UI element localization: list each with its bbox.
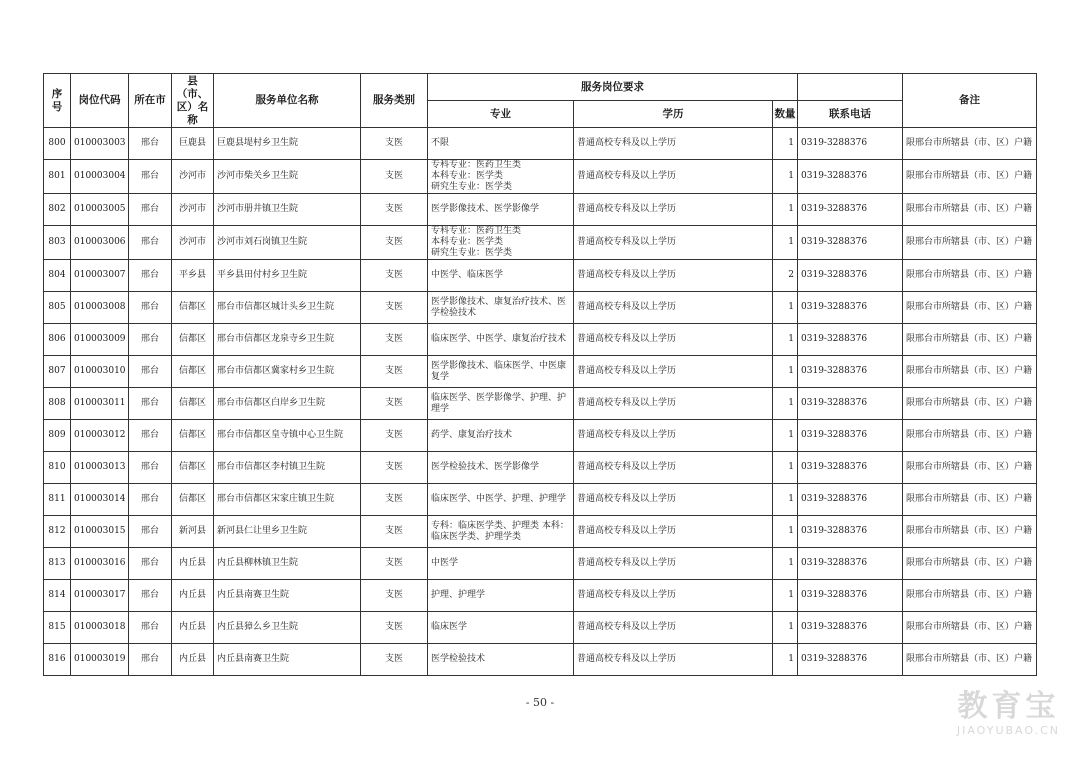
major-line: 研究生专业：医学类 <box>431 182 513 192</box>
cell-education: 普通高校专科及以上学历 <box>574 128 773 160</box>
cell-unit: 沙河市柴关乡卫生院 <box>214 160 361 194</box>
cell-seq: 802 <box>44 194 71 226</box>
major-line: 药学、康复治疗技术 <box>431 430 513 440</box>
major-line: 医学影像技术、医学影像学 <box>431 204 540 214</box>
cell-county: 信都区 <box>172 420 214 452</box>
major-line: 医学影像技术、康复治疗技术、医学检验技术 <box>431 296 567 318</box>
cell-count: 2 <box>773 260 798 292</box>
cell-note: 限邢台市所辖县（市、区）户籍 <box>903 612 1037 644</box>
cell-code: 010003012 <box>71 420 129 452</box>
major-line: 护理、护理学 <box>431 590 486 600</box>
cell-city: 邢台 <box>129 194 172 226</box>
cell-note: 限邢台市所辖县（市、区）户籍 <box>903 484 1037 516</box>
table-row <box>44 226 1037 260</box>
cell-code: 010003005 <box>71 194 129 226</box>
cell-education: 普通高校专科及以上学历 <box>574 388 773 420</box>
cell-county: 内丘县 <box>172 580 214 612</box>
table-row <box>44 452 1037 484</box>
header-count: 数量 <box>773 101 798 128</box>
cell-phone: 0319-3288376 <box>798 128 903 160</box>
cell-phone: 0319-3288376 <box>798 484 903 516</box>
cell-education: 普通高校专科及以上学历 <box>574 452 773 484</box>
major-line: 专科专业：医药卫生类 <box>431 226 522 236</box>
table-row <box>44 194 1037 226</box>
cell-code: 010003016 <box>71 548 129 580</box>
cell-unit: 巨鹿县堤村乡卫生院 <box>214 128 361 160</box>
cell-count: 1 <box>773 548 798 580</box>
cell-note: 限邢台市所辖县（市、区）户籍 <box>903 356 1037 388</box>
cell-unit: 邢台市信都区龙泉寺乡卫生院 <box>214 324 361 356</box>
cell-city: 邢台 <box>129 452 172 484</box>
header-city: 所在市 <box>129 74 172 128</box>
watermark-title: 教育宝 <box>957 689 1060 724</box>
major-line: 医学检验技术 <box>431 654 486 664</box>
cell-major <box>428 612 574 644</box>
cell-note: 限邢台市所辖县（市、区）户籍 <box>903 128 1037 160</box>
job-positions-table <box>43 73 1037 676</box>
cell-seq: 809 <box>44 420 71 452</box>
cell-note: 限邢台市所辖县（市、区）户籍 <box>903 226 1037 260</box>
cell-code: 010003008 <box>71 292 129 324</box>
header-notes: 备注 <box>903 74 1037 128</box>
cell-unit: 内丘县南赛卫生院 <box>214 580 361 612</box>
header-education: 学历 <box>574 101 773 128</box>
major-line: 中医学、临床医学 <box>431 270 504 280</box>
cell-education: 普通高校专科及以上学历 <box>574 580 773 612</box>
cell-seq: 810 <box>44 452 71 484</box>
page-number: - 50 - <box>525 696 555 709</box>
header-service-type: 服务类别 <box>361 74 428 128</box>
table-row <box>44 356 1037 388</box>
cell-city: 邢台 <box>129 580 172 612</box>
header-major: 专业 <box>428 101 574 128</box>
cell-note: 限邢台市所辖县（市、区）户籍 <box>903 194 1037 226</box>
cell-code: 010003014 <box>71 484 129 516</box>
cell-phone: 0319-3288376 <box>798 324 903 356</box>
table-row <box>44 260 1037 292</box>
cell-city: 邢台 <box>129 484 172 516</box>
cell-note: 限邢台市所辖县（市、区）户籍 <box>903 292 1037 324</box>
cell-phone: 0319-3288376 <box>798 160 903 194</box>
cell-seq: 804 <box>44 260 71 292</box>
header-county: 县（市、区）名称 <box>172 74 214 128</box>
cell-city: 邢台 <box>129 548 172 580</box>
cell-unit: 平乡县田付村乡卫生院 <box>214 260 361 292</box>
cell-code: 010003019 <box>71 644 129 676</box>
cell-unit: 邢台市信都区冀家村乡卫生院 <box>214 356 361 388</box>
cell-count: 1 <box>773 226 798 260</box>
cell-unit: 沙河市刘石岗镇卫生院 <box>214 226 361 260</box>
cell-education: 普通高校专科及以上学历 <box>574 644 773 676</box>
cell-county: 信都区 <box>172 324 214 356</box>
major-line: 专科：临床医学类、护理类 本科：临床医学类、护理学类 <box>431 520 569 542</box>
cell-code: 010003004 <box>71 160 129 194</box>
cell-service-type: 支医 <box>361 226 428 260</box>
header-phone-top <box>798 74 903 101</box>
table-row <box>44 484 1037 516</box>
watermark-logo <box>957 690 1060 737</box>
major-line: 专科专业：医药卫生类 <box>431 160 522 170</box>
cell-city: 邢台 <box>129 292 172 324</box>
cell-major <box>428 194 574 226</box>
cell-city: 邢台 <box>129 128 172 160</box>
cell-note: 限邢台市所辖县（市、区）户籍 <box>903 324 1037 356</box>
cell-county: 信都区 <box>172 388 214 420</box>
cell-city: 邢台 <box>129 160 172 194</box>
cell-count: 1 <box>773 420 798 452</box>
table-row <box>44 420 1037 452</box>
cell-phone: 0319-3288376 <box>798 516 903 548</box>
cell-count: 1 <box>773 612 798 644</box>
cell-service-type: 支医 <box>361 194 428 226</box>
cell-service-type: 支医 <box>361 356 428 388</box>
cell-count: 1 <box>773 644 798 676</box>
cell-city: 邢台 <box>129 612 172 644</box>
cell-count: 1 <box>773 484 798 516</box>
cell-seq: 803 <box>44 226 71 260</box>
cell-city: 邢台 <box>129 516 172 548</box>
cell-major <box>428 324 574 356</box>
cell-unit: 邢台市信都区宋家庄镇卫生院 <box>214 484 361 516</box>
cell-education: 普通高校专科及以上学历 <box>574 194 773 226</box>
cell-unit: 邢台市信都区皇寺镇中心卫生院 <box>214 420 361 452</box>
cell-service-type: 支医 <box>361 484 428 516</box>
cell-note: 限邢台市所辖县（市、区）户籍 <box>903 516 1037 548</box>
cell-code: 010003010 <box>71 356 129 388</box>
table-row <box>44 612 1037 644</box>
watermark-domain: JIAOYUBAO.CN <box>956 724 1060 737</box>
cell-code: 010003017 <box>71 580 129 612</box>
cell-major <box>428 356 574 388</box>
cell-code: 010003011 <box>71 388 129 420</box>
header-requirements: 服务岗位要求 <box>428 74 798 101</box>
cell-service-type: 支医 <box>361 644 428 676</box>
cell-service-type: 支医 <box>361 612 428 644</box>
cell-phone: 0319-3288376 <box>798 452 903 484</box>
cell-code: 010003006 <box>71 226 129 260</box>
cell-count: 1 <box>773 160 798 194</box>
header-unit: 服务单位名称 <box>214 74 361 128</box>
cell-major <box>428 226 574 260</box>
cell-seq: 814 <box>44 580 71 612</box>
cell-major <box>428 548 574 580</box>
cell-count: 1 <box>773 356 798 388</box>
cell-count: 1 <box>773 516 798 548</box>
cell-education: 普通高校专科及以上学历 <box>574 484 773 516</box>
cell-service-type: 支医 <box>361 580 428 612</box>
cell-major <box>428 160 574 194</box>
cell-phone: 0319-3288376 <box>798 226 903 260</box>
cell-county: 内丘县 <box>172 644 214 676</box>
cell-county: 信都区 <box>172 484 214 516</box>
cell-education: 普通高校专科及以上学历 <box>574 260 773 292</box>
cell-code: 010003007 <box>71 260 129 292</box>
cell-note: 限邢台市所辖县（市、区）户籍 <box>903 452 1037 484</box>
header-row-1 <box>44 74 1037 101</box>
cell-service-type: 支医 <box>361 548 428 580</box>
cell-unit: 沙河市册井镇卫生院 <box>214 194 361 226</box>
cell-city: 邢台 <box>129 420 172 452</box>
cell-phone: 0319-3288376 <box>798 292 903 324</box>
cell-phone: 0319-3288376 <box>798 356 903 388</box>
cell-code: 010003013 <box>71 452 129 484</box>
header-phone: 联系电话 <box>798 101 903 128</box>
cell-major <box>428 452 574 484</box>
table-row <box>44 388 1037 420</box>
major-line: 临床医学、中医学、护理、护理学 <box>431 494 567 504</box>
cell-note: 限邢台市所辖县（市、区）户籍 <box>903 548 1037 580</box>
cell-seq: 811 <box>44 484 71 516</box>
cell-service-type: 支医 <box>361 420 428 452</box>
cell-seq: 816 <box>44 644 71 676</box>
cell-education: 普通高校专科及以上学历 <box>574 420 773 452</box>
cell-code: 010003009 <box>71 324 129 356</box>
cell-major <box>428 644 574 676</box>
cell-note: 限邢台市所辖县（市、区）户籍 <box>903 160 1037 194</box>
major-line: 不限 <box>431 138 450 148</box>
cell-county: 巨鹿县 <box>172 128 214 160</box>
cell-major <box>428 292 574 324</box>
cell-major <box>428 388 574 420</box>
cell-code: 010003003 <box>71 128 129 160</box>
cell-seq: 806 <box>44 324 71 356</box>
major-line: 研究生专业：医学类 <box>431 248 513 258</box>
cell-county: 内丘县 <box>172 612 214 644</box>
cell-education: 普通高校专科及以上学历 <box>574 160 773 194</box>
cell-seq: 808 <box>44 388 71 420</box>
major-line: 医学影像技术、临床医学、中医康复学 <box>431 360 567 382</box>
cell-education: 普通高校专科及以上学历 <box>574 226 773 260</box>
cell-service-type: 支医 <box>361 324 428 356</box>
cell-seq: 801 <box>44 160 71 194</box>
cell-service-type: 支医 <box>361 452 428 484</box>
major-line: 临床医学、中医学、康复治疗技术 <box>431 334 567 344</box>
cell-city: 邢台 <box>129 356 172 388</box>
cell-count: 1 <box>773 194 798 226</box>
cell-count: 1 <box>773 452 798 484</box>
cell-service-type: 支医 <box>361 292 428 324</box>
cell-phone: 0319-3288376 <box>798 548 903 580</box>
cell-phone: 0319-3288376 <box>798 580 903 612</box>
header-seq: 序号 <box>44 74 71 128</box>
table-row <box>44 324 1037 356</box>
cell-service-type: 支医 <box>361 128 428 160</box>
cell-education: 普通高校专科及以上学历 <box>574 516 773 548</box>
cell-phone: 0319-3288376 <box>798 644 903 676</box>
cell-count: 1 <box>773 580 798 612</box>
cell-county: 沙河市 <box>172 194 214 226</box>
cell-phone: 0319-3288376 <box>798 260 903 292</box>
table-body <box>44 128 1037 676</box>
cell-major <box>428 580 574 612</box>
cell-note: 限邢台市所辖县（市、区）户籍 <box>903 388 1037 420</box>
cell-county: 沙河市 <box>172 160 214 194</box>
cell-county: 新河县 <box>172 516 214 548</box>
cell-note: 限邢台市所辖县（市、区）户籍 <box>903 260 1037 292</box>
cell-education: 普通高校专科及以上学历 <box>574 612 773 644</box>
major-line: 临床医学 <box>431 622 468 632</box>
cell-seq: 813 <box>44 548 71 580</box>
cell-county: 沙河市 <box>172 226 214 260</box>
cell-major <box>428 128 574 160</box>
cell-seq: 800 <box>44 128 71 160</box>
cell-education: 普通高校专科及以上学历 <box>574 356 773 388</box>
cell-unit: 内丘县南赛卫生院 <box>214 644 361 676</box>
cell-unit: 内丘县柳林镇卫生院 <box>214 548 361 580</box>
table-row <box>44 516 1037 548</box>
major-line: 本科专业：医学类 <box>431 237 504 247</box>
cell-major <box>428 260 574 292</box>
cell-education: 普通高校专科及以上学历 <box>574 548 773 580</box>
cell-count: 1 <box>773 324 798 356</box>
cell-code: 010003018 <box>71 612 129 644</box>
cell-seq: 805 <box>44 292 71 324</box>
major-line: 本科专业：医学类 <box>431 171 504 181</box>
cell-count: 1 <box>773 128 798 160</box>
cell-major <box>428 516 574 548</box>
cell-county: 平乡县 <box>172 260 214 292</box>
table-row <box>44 644 1037 676</box>
cell-city: 邢台 <box>129 260 172 292</box>
cell-county: 信都区 <box>172 356 214 388</box>
cell-seq: 815 <box>44 612 71 644</box>
cell-note: 限邢台市所辖县（市、区）户籍 <box>903 420 1037 452</box>
cell-service-type: 支医 <box>361 160 428 194</box>
cell-unit: 内丘县獐么乡卫生院 <box>214 612 361 644</box>
header-code: 岗位代码 <box>71 74 129 128</box>
table-row <box>44 128 1037 160</box>
cell-education: 普通高校专科及以上学历 <box>574 292 773 324</box>
cell-county: 信都区 <box>172 292 214 324</box>
cell-city: 邢台 <box>129 644 172 676</box>
table-row <box>44 160 1037 194</box>
cell-phone: 0319-3288376 <box>798 612 903 644</box>
major-line: 临床医学、医学影像学、护理、护理学 <box>431 392 567 414</box>
cell-count: 1 <box>773 292 798 324</box>
cell-service-type: 支医 <box>361 516 428 548</box>
major-line: 中医学 <box>431 558 459 568</box>
cell-unit: 邢台市信都区白岸乡卫生院 <box>214 388 361 420</box>
cell-code: 010003015 <box>71 516 129 548</box>
cell-note: 限邢台市所辖县（市、区）户籍 <box>903 644 1037 676</box>
cell-phone: 0319-3288376 <box>798 388 903 420</box>
cell-county: 信都区 <box>172 452 214 484</box>
cell-county: 内丘县 <box>172 548 214 580</box>
cell-unit: 新河县仁让里乡卫生院 <box>214 516 361 548</box>
major-line: 医学检验技术、医学影像学 <box>431 462 540 472</box>
cell-unit: 邢台市信都区李村镇卫生院 <box>214 452 361 484</box>
cell-city: 邢台 <box>129 388 172 420</box>
cell-phone: 0319-3288376 <box>798 420 903 452</box>
cell-city: 邢台 <box>129 226 172 260</box>
cell-education: 普通高校专科及以上学历 <box>574 324 773 356</box>
cell-city: 邢台 <box>129 324 172 356</box>
cell-phone: 0319-3288376 <box>798 194 903 226</box>
cell-unit: 邢台市信都区城计头乡卫生院 <box>214 292 361 324</box>
cell-note: 限邢台市所辖县（市、区）户籍 <box>903 580 1037 612</box>
cell-major <box>428 484 574 516</box>
cell-seq: 807 <box>44 356 71 388</box>
cell-service-type: 支医 <box>361 260 428 292</box>
cell-count: 1 <box>773 388 798 420</box>
cell-major <box>428 420 574 452</box>
table-row <box>44 548 1037 580</box>
table-row <box>44 580 1037 612</box>
table-row <box>44 292 1037 324</box>
cell-seq: 812 <box>44 516 71 548</box>
cell-service-type: 支医 <box>361 388 428 420</box>
